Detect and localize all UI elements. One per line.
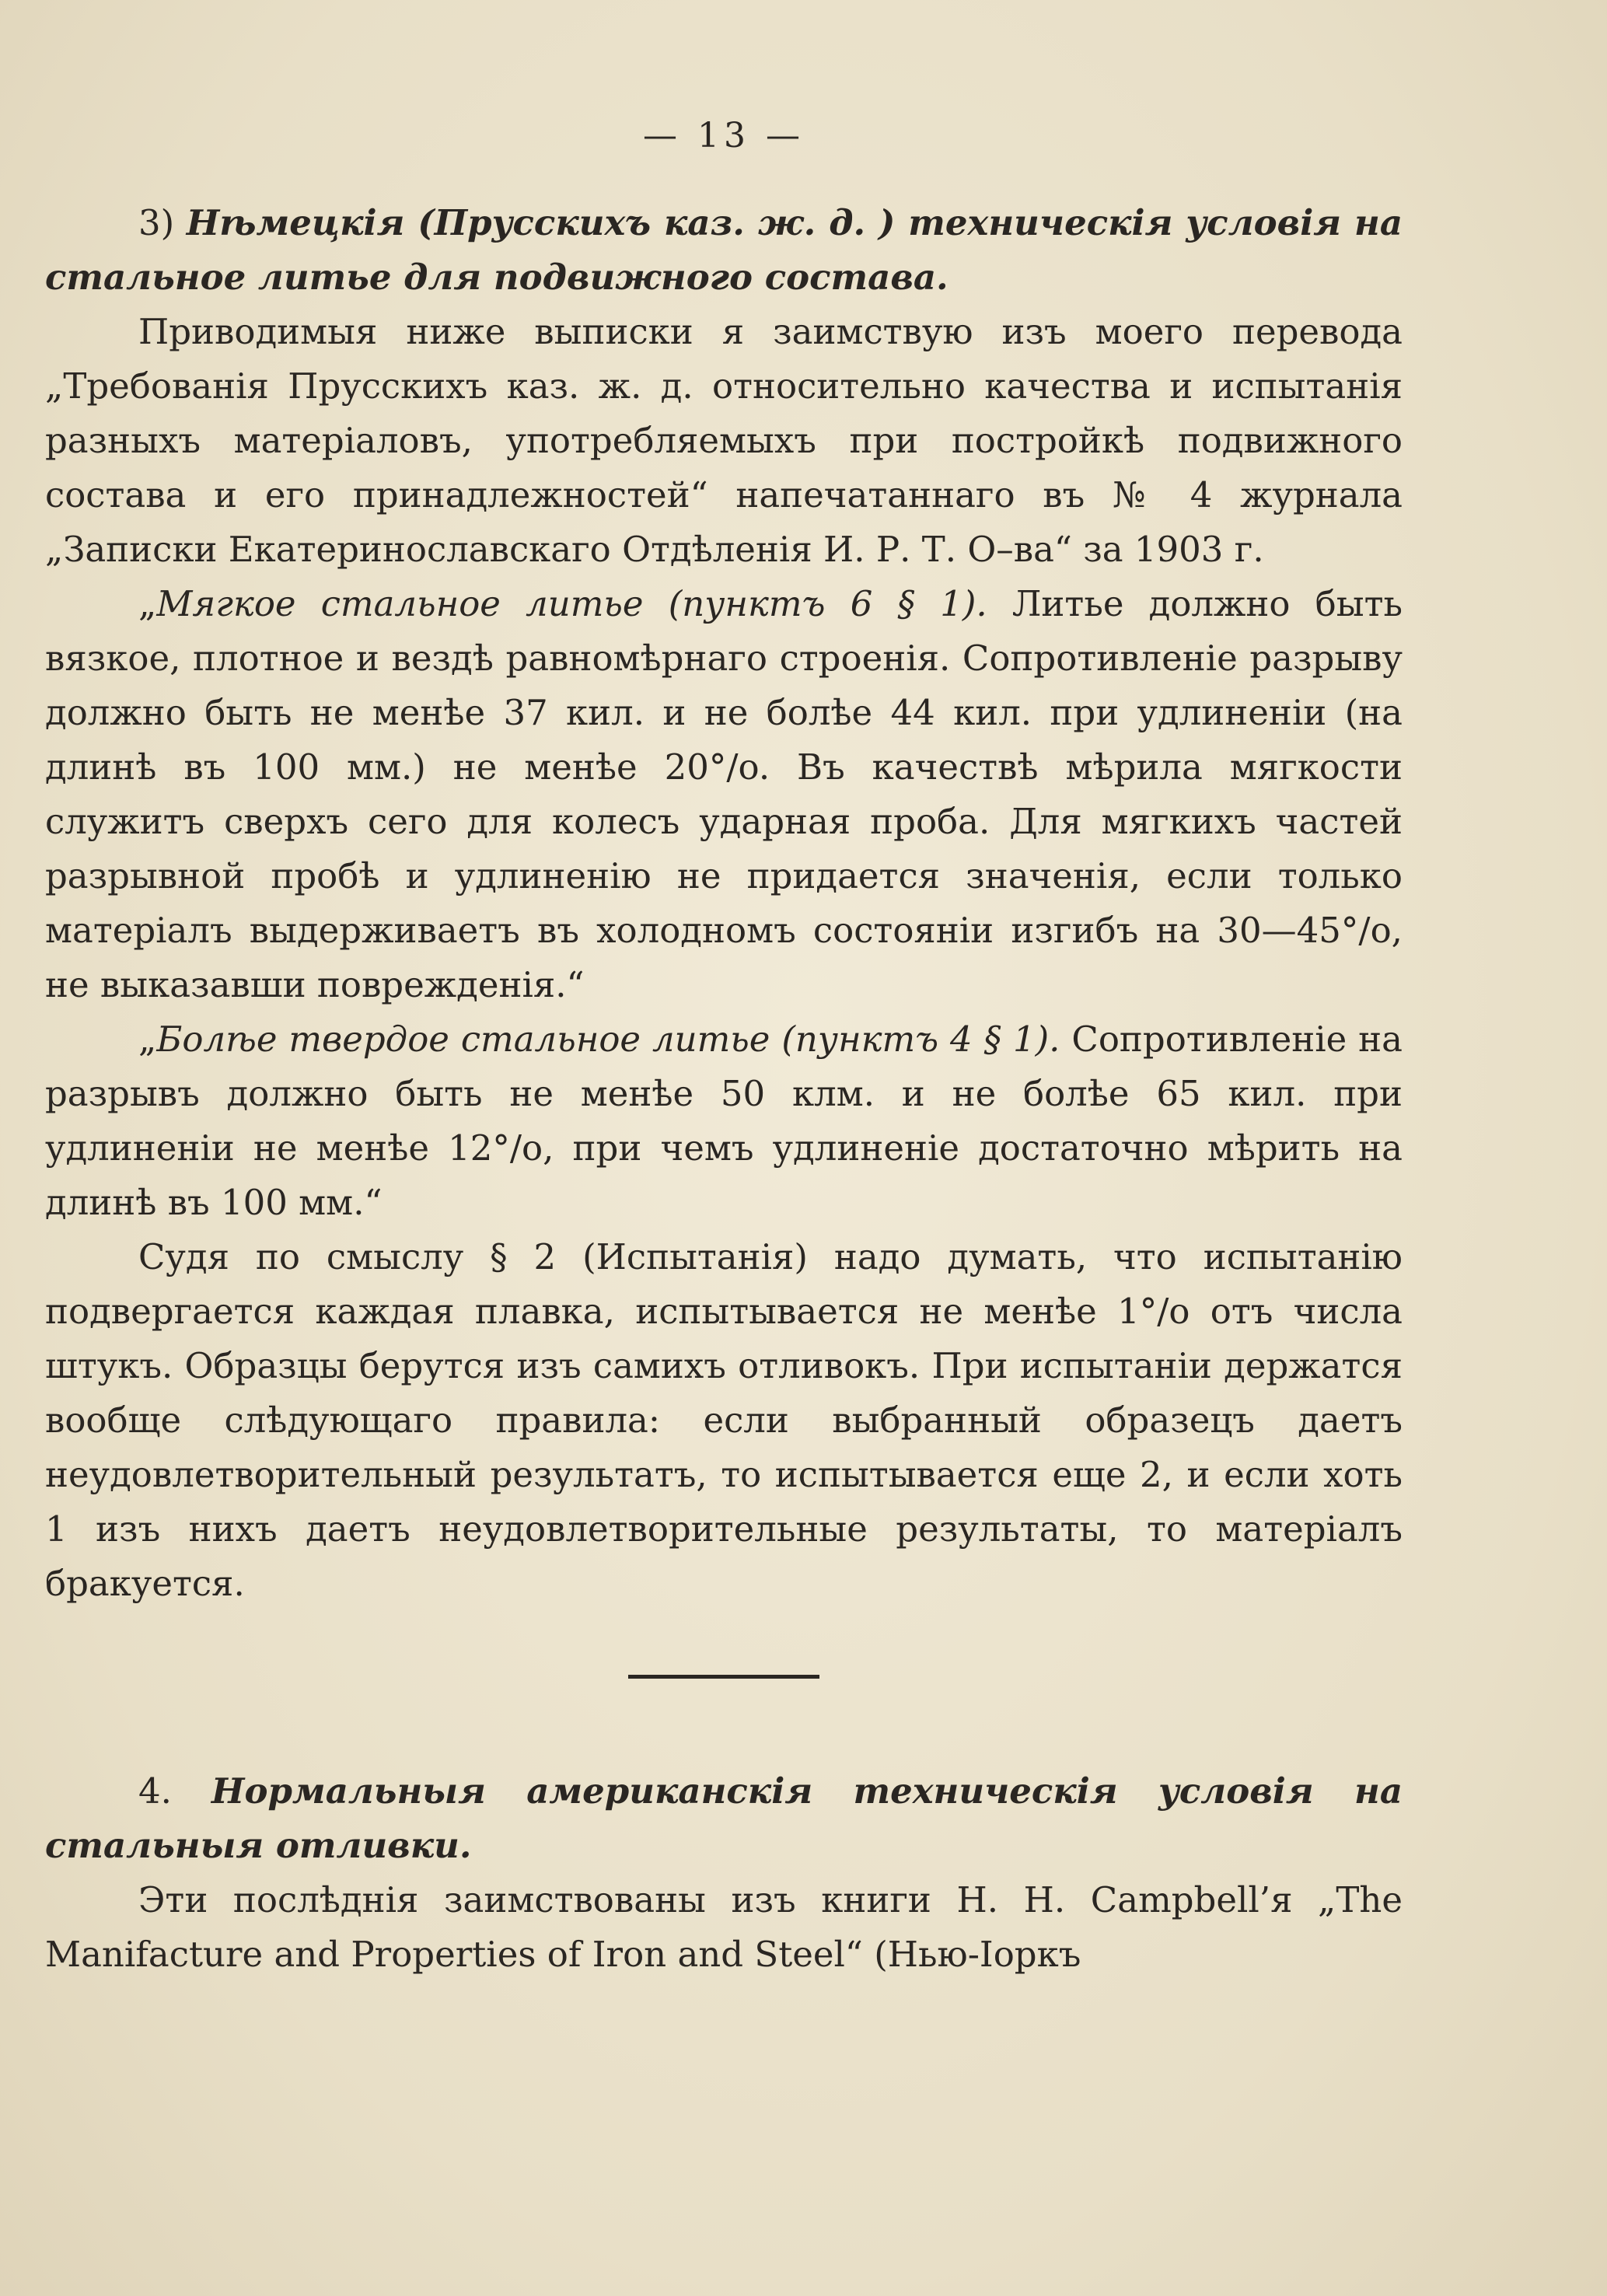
section-3-number: 3) (138, 202, 175, 243)
section-3-heading (45, 196, 1403, 305)
hard-steel-term: Болѣе твердое стальное литье (156, 1019, 770, 1060)
soft-steel-term: Мягкое стальное литье (156, 583, 644, 624)
hard-steel-text: Сопротивленіе на разрывъ должно быть не менѣе 50 клм. и не болѣе 65 кил. при удлиненіи не менѣе 12°/o, при чемъ удлиненіе достаточно мѣрить на длинѣ въ 100 мм.“ (45, 1019, 1403, 1223)
section-4-title: Нормальныя американскія техническія условія на стальныя отливки. (45, 1770, 1403, 1866)
soft-steel-ref: (пунктъ 6 § 1). (643, 583, 1012, 624)
section-4-number: 4. (138, 1770, 172, 1812)
quote-open: „ (138, 1019, 157, 1060)
paragraph-testing: Судя по смыслу § 2 (Испытанія) надо думать, что испытанію подвергается каждая плавка, испытывается не менѣе 1°/o отъ числа штукъ. Образцы берутся изъ самихъ отливокъ. При испытаніи держатся вообще слѣдующаго правила: если выбранный образецъ даетъ неудовлетворительный результатъ, то испытывается еще 2, и если хоть 1 изъ нихъ даетъ неудовлетворительные результаты, то матеріалъ бракуется. (45, 1236, 1403, 1604)
section-3-title: Нѣмецкія (Прусскихъ каз. ж. д. ) техническія условія на стальное литье для подвижного состава. (45, 202, 1403, 298)
page-text (45, 109, 1403, 1982)
quote-open: „ (138, 583, 157, 624)
hard-steel-ref: (пунктъ 4 § 1). (770, 1019, 1072, 1060)
section-4-heading (45, 1764, 1403, 1873)
paragraph-american: Эти послѣднія заимствованы изъ книги H. H. Campbell’я „The Manifacture and Properties of Iron and Steel“ (Нью-Іоркъ (45, 1879, 1403, 1975)
soft-steel-text: Литье должно быть вязкое, плотное и вездѣ равномѣрнаго строенія. Сопротивленіе разрыву должно быть не менѣе 37 кил. и не болѣе 44 кил. при удлиненіи (на длинѣ въ 100 мм.) не менѣе 20°/o. Въ качествѣ мѣрила мягкости служитъ сверхъ сего для колесъ ударная проба. Для мягкихъ частей разрывной пробѣ и удлиненію не придается значенія, если только матеріалъ выдерживаетъ въ холодномъ состояніи изгибъ на 30—45°/o, не выказавши поврежденія.“ (45, 583, 1403, 1005)
section-divider (628, 1675, 819, 1679)
paragraph-soft-steel (45, 577, 1403, 1012)
paragraph-intro: Приводимыя ниже выписки я заимствую изъ моего перевода „Требованія Прусскихъ каз. ж. д. относительно качества и испытанія разныхъ матеріаловъ, употребляемыхъ при постройкѣ подвижного состава и его принадлежностей“ напечатаннаго въ № 4 журнала „Записки Екатеринославскаго Отдѣленія И. Р. Т. О–ва“ за 1903 г. (45, 311, 1403, 570)
page-number: — 13 — (643, 116, 805, 156)
paragraph-hard-steel (45, 1012, 1403, 1230)
